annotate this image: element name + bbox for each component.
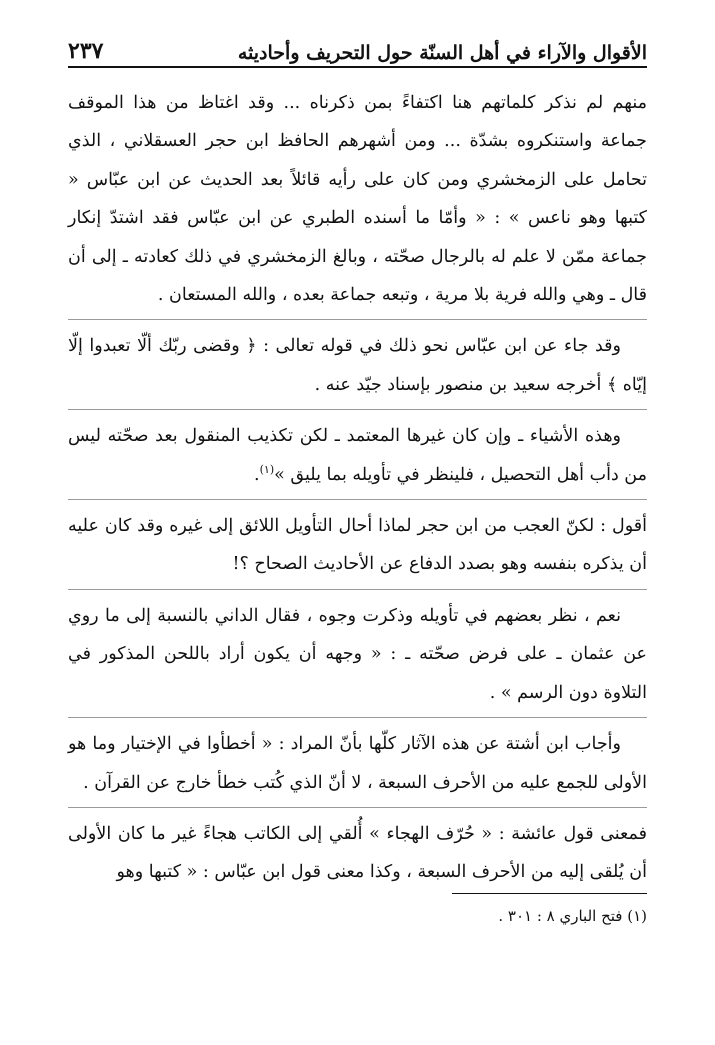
running-title: الأقوال والآراء في أهل السنّة حول التحريف وأحاديثه: [237, 42, 647, 64]
paragraph-4: أقول : لكنّ العجب من ابن حجر لماذا أحال التأويل اللائق إلى غيره وقد كان عليه أن يذكره بنفسه وهو بصدد الدفاع عن الأحاديث الصحاح ؟!: [68, 516, 647, 575]
body-text: [68, 84, 647, 892]
paragraph-1: منهم لم نذكر كلماتهم هنا اكتفاءً بمن ذكرناه ... وقد اغتاظ من هذا الموقف جماعة واستنكروه بشدّة ... ومن أشهرهم الحافظ ابن حجر العسقلاني ، الذي تحامل على الزمخشري ومن كان على رأيه قائلاً بعد الحديث عن ابن عبّاس « كتبها وهو ناعس » : « وأمّا ما أسنده الطبري عن ابن عبّاس فقد اشتدّ إنكار جماعة ممّن لا علم له بالرجال صحّته ، وبالغ الزمخشري في ذلك كعادته ـ إلى أن قال ـ وهي والله فرية بلا مرية ، وتبعه جماعة بعده ، والله المستعان .: [68, 93, 647, 306]
paragraph-divider: [68, 807, 647, 808]
page-number: ٢٣٧: [68, 38, 104, 64]
paragraph-3: [68, 417, 647, 494]
header-rule: [68, 66, 647, 68]
paragraph-divider: [68, 589, 647, 590]
paragraph-divider: [68, 717, 647, 718]
footnote-reference[interactable]: (١): [259, 462, 275, 476]
paragraph-3-tail: .: [254, 464, 260, 485]
running-head: [68, 30, 647, 64]
paragraph-3-text: وهذه الأشياء ـ وإن كان غيرها المعتمد ـ لكن تكذيب المنقول بعد صحّته ليس من دأب أهل التحصيل ، فلينظر في تأويله بما يليق »: [68, 426, 647, 485]
paragraph-6: وأجاب ابن أشتة عن هذه الآثار كلّها بأنّ المراد : « أخطأوا في الإختيار وما هو الأولى للجمع عليه من الأحرف السبعة ، لا أنّ الذي كُتب خطأ خارج عن القرآن .: [68, 734, 647, 793]
paragraph-divider: [68, 409, 647, 410]
footnote: (١) فتح الباري ٨ : ٣٠١ .: [498, 907, 647, 925]
paragraph-divider: [68, 499, 647, 500]
paragraph-divider: [68, 319, 647, 320]
paragraph-2: وقد جاء عن ابن عبّاس نحو ذلك في قوله تعالى : ﴿ وقضى ربّك ألّا تعبدوا إلّا إيّاه ﴾ أخرجه سعيد بن منصور بإسناد جيّد عنه .: [68, 336, 647, 395]
paragraph-5: نعم ، نظر بعضهم في تأويله وذكرت وجوه ، فقال الداني بالنسبة إلى ما روي عن عثمان ـ على فرض صحّته ـ : « وجهه أن يكون أراد باللحن المذكور في التلاوة دون الرسم » .: [68, 605, 647, 703]
paragraph-7: فمعنى قول عائشة : « حُرّف الهجاء » أُلقي إلى الكاتب هجاءً غير ما كان الأولى أن يُلقى إليه من الأحرف السبعة ، وكذا معنى قول ابن عبّاس : « كتبها وهو: [68, 823, 647, 883]
footnote-rule: [452, 893, 647, 894]
